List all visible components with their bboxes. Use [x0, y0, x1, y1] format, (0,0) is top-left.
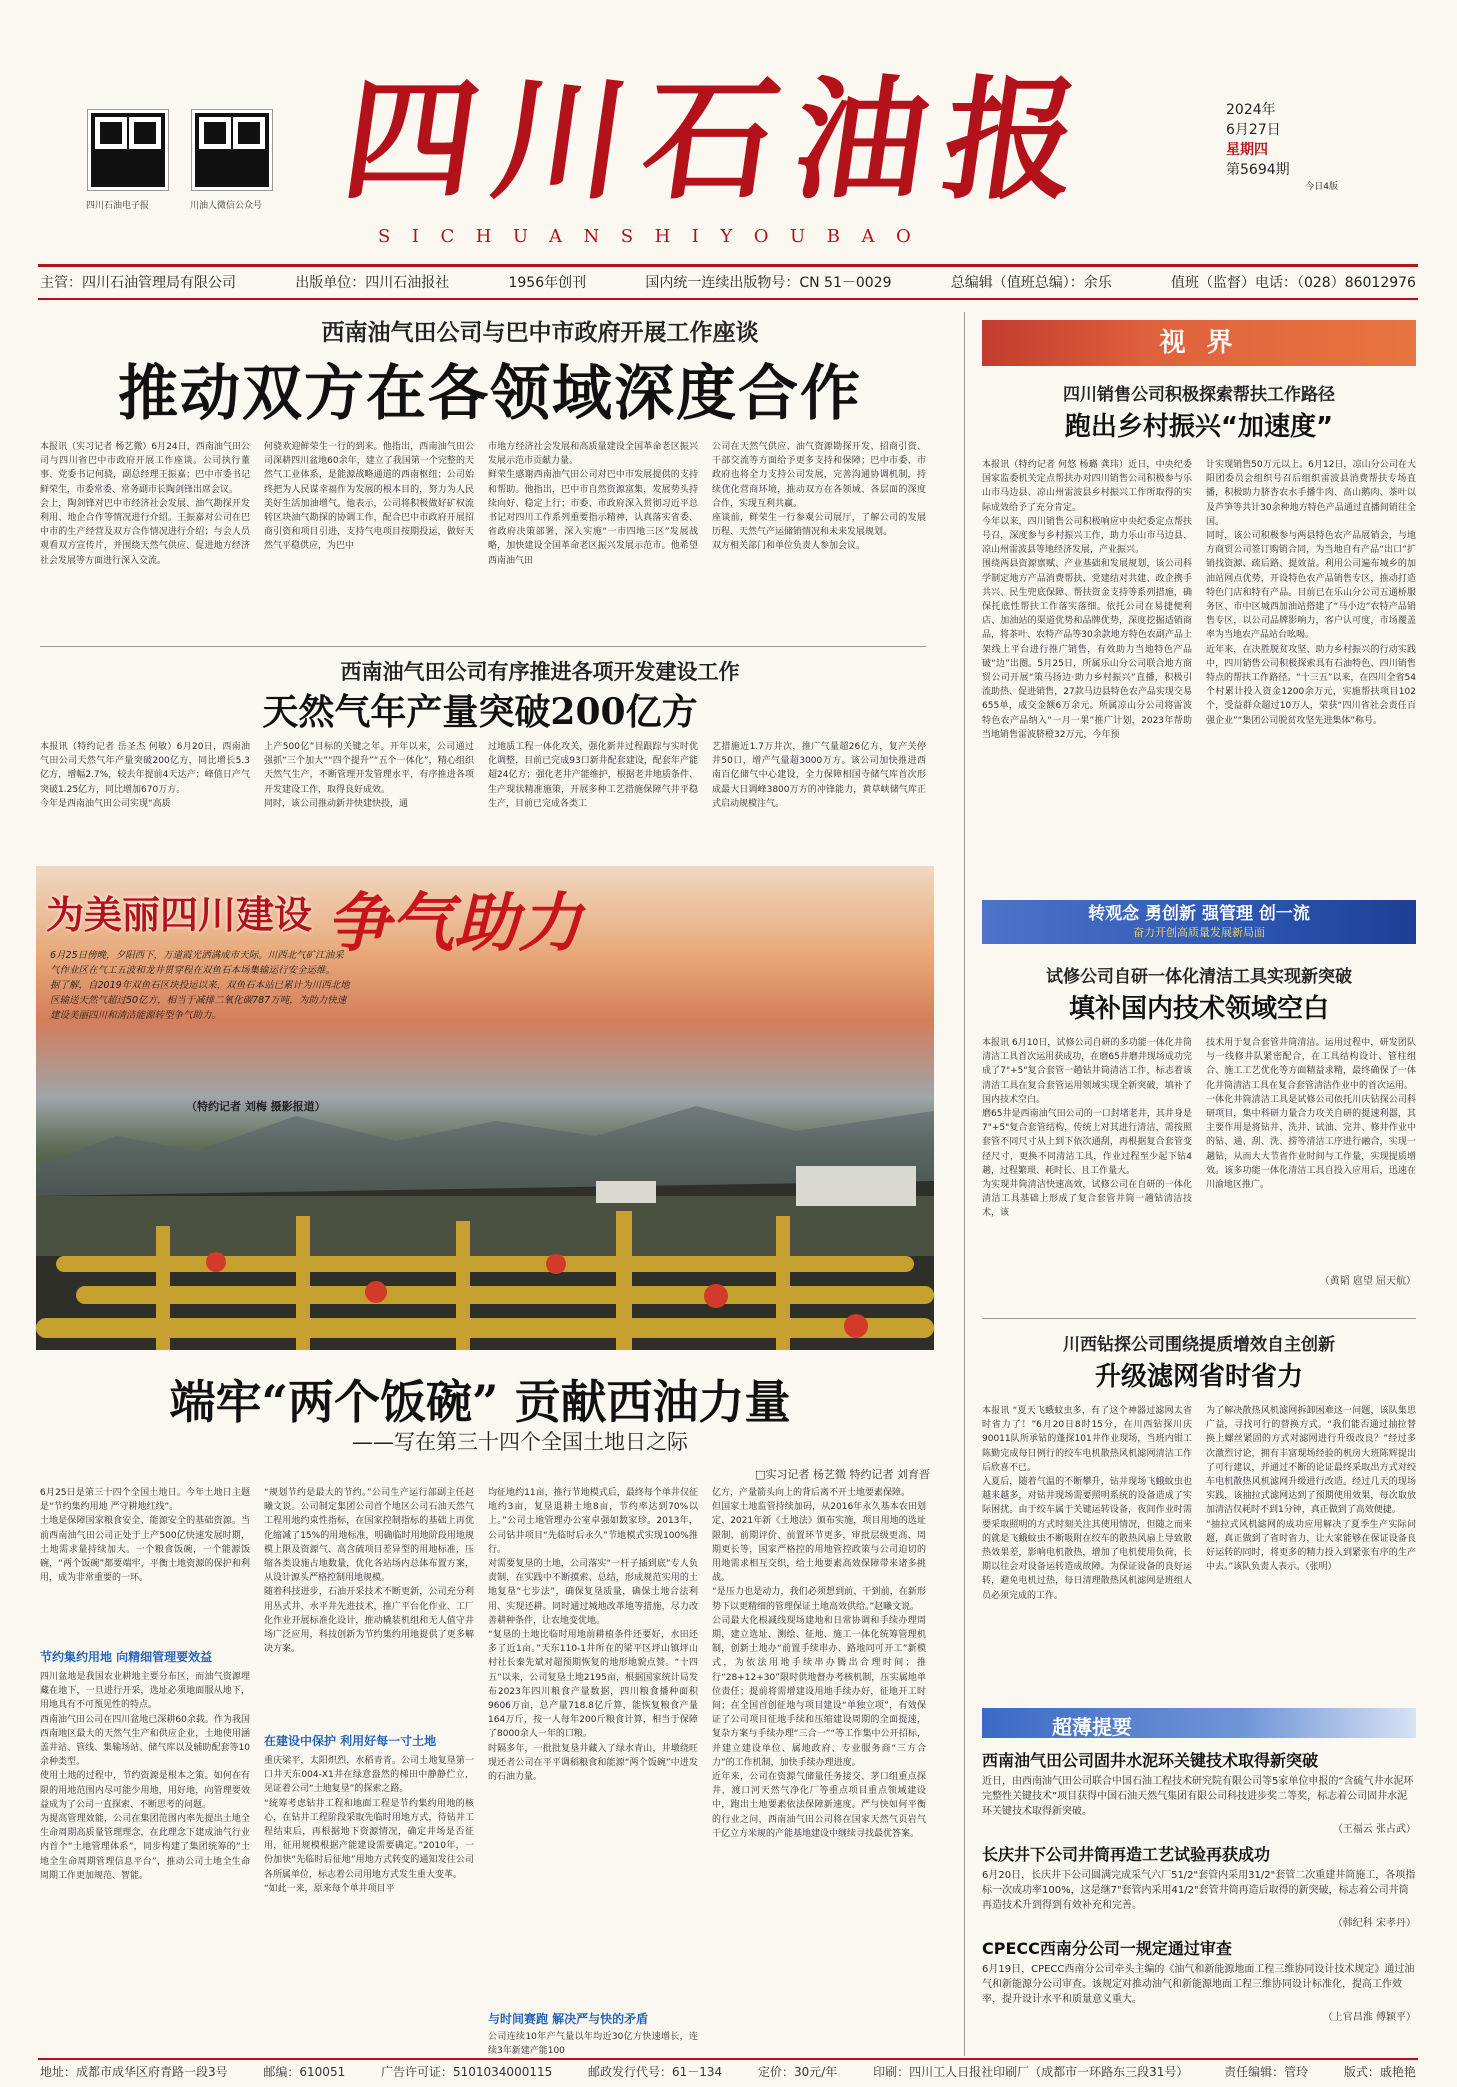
section-vision-label: 视 界	[1159, 328, 1239, 358]
photo-slogan-1: 为美丽四川建设	[46, 893, 313, 937]
footer-post-code: 邮政发行代号：61－134	[588, 2065, 723, 2079]
footer-ad-license: 广告许可证：5101034000115	[380, 2065, 553, 2079]
header-rule-bottom	[38, 298, 1418, 300]
tool-col-1: 本报讯 6月10日，试修公司自研的多功能一体化井筒清洁工具首次运用获成功，在磨65井磨井现场成功完成了7"+5"复合套管一趟钻井筒清洁工作，标志着该清洁工具在复合套管运用领域实现全新突破，填补了国内技术空白。 磨65井是西南油气田公司的一口封堵老井，其井身是7"+5"复合套管结构，传统上对其进行清洁，需按照套管不同尺寸从上到下依次通刮，再根据复合套管变径尺寸，更换不同清洁工具，作业过程至少起下钻4趟，过程繁琐、耗时长、且工作量大。 为实现井筒清洁快速高效，试修公司在自研的一体化清洁工具基础上形成了复合套管井筒一趟钻清洁技术，该	[982, 1038, 1192, 1219]
sales-col-2: 计实现销售50万元以上。6月12日，凉山分公司在大阳团委员会组织号召后组织雷波县消费帮扶专场直播，积极助力脐杏农水手播牛肉、高山鹅肉、茶叶以及芦笋等共计30余种地方特色产品通过直播间销往全国。 同时，该公司积极参与两县特色农产品展销会，与地方商贸公司签订购销合同，为当地自有产品“出口”扩销找资源、疏后路、提效益。利用公司遍布城乡的加油站网点优势，开设特色农产品销售专区，推动打造特色门店和特有产品。目前已在乐山分公司五通桥服务区、市中区城西加油站搭建了“马小边”农特产品销售专区，以公司品牌影响力，客户认可度，市场覆盖率为当地农产品站台吆喝。 近年来，在决胜脱贫攻坚、助力乡村振兴的行动实践中，四川销售公司积极探索具有石油特色、四川销售特点的帮扶工作路径。“十三五”以来，在四川全省54个村累计投入资金1200余万元，实施帮扶项目102个，受益群众超过10万人，荣获“四川省社会责任百强企业”“集团公司脱贫攻坚先进集体”称号。	[1206, 460, 1416, 726]
lead-col-4: 公司在天然气供应、油气资源勘探开发、招商引资、干部交流等方面给予更多支持和保障；巴中市委、市政府也将全力支持公司发展，完善沟通协调机制，持续优化营商环境，推动双方在各领域、各层面的深度合作，实现互利共赢。 座谈前，鲜荣生一行参观公司展厅，了解公司的发展历程、天然气产运储销情况和未来发展规划。 双方相关部门和单位负责人参加会议。	[712, 442, 926, 552]
tool-title: 填补国内技术领域空白	[1068, 994, 1329, 1024]
land-tag-1: 节约集约用地 向精细管理要效益	[40, 1650, 213, 1664]
qr-caption-wechat: 川油人微信公众号	[190, 201, 263, 211]
date-box	[1226, 100, 1338, 197]
brief-2-credit: （韩纪科 宋孝丹）	[1332, 1918, 1416, 1929]
footer-editor: 责任编辑：管玲	[1224, 2065, 1309, 2079]
issue-number: 第5694期	[1226, 162, 1290, 178]
info-cn: 国内统一连续出版物号：CN 51－0029	[645, 275, 892, 291]
footer-layout: 版式：戚艳艳	[1343, 2065, 1416, 2079]
filter-subtitle: 川西钻探公司围绕提质增效自主创新	[1063, 1335, 1335, 1355]
footer-address: 地址：成都市成华区府青路一段3号	[40, 2065, 228, 2079]
gas-subtitle: 西南油气田公司有序推进各项开发建设工作	[340, 660, 740, 684]
weekday: 星期四	[1226, 142, 1268, 158]
masthead-logo: 四川石油报	[334, 63, 1106, 218]
transform-banner	[982, 900, 1416, 944]
sales-title: 跑出乡村振兴“加速度”	[1064, 412, 1334, 442]
tool-subtitle: 试修公司自研一体化清洁工具实现新突破	[1046, 967, 1352, 987]
photo-slogan-2: 争气助力	[326, 886, 582, 961]
info-publisher: 出版单位：四川石油报社	[295, 275, 450, 291]
info-host: 主管：四川石油管理局有限公司	[40, 275, 236, 291]
sales-subtitle: 四川销售公司积极探索帮扶工作路径	[1063, 385, 1335, 405]
land-col-2: “规划节约是最大的节约。”公司生产运行部副主任赵曦文说。公司制定集团公司首个地区公司石油天然气工程用地约束性指标，在国家控制指标的基础上再优化缩减了15%的用地标准，明确临时用地阶段用地规模上限及资源气、高含硫项目差异型的用地标准，压缩各类设施占地数量，优化各站场内总体布置方案，从设计源头严格控制用地规模。 随着科技进步，石油开采技术不断更新，公司充分利用丛式井、水平井先进技术，推广平台化作业、工厂化作业开展标准化设计，推动橇装机组和无人值守井场广泛应用，科技创新为节约集约用地提供了更多解决方案。	[264, 1488, 474, 1655]
land-col-3: 均征地约11亩，推行节地模式后，最终每个单井仅征地约3亩，复垦退耕土地8亩，节约率达到70%以上。”公司土地管理办公室卓强如数家珍。2013年，公司钻井项目“先临时后永久”节地模式实现100%推行。 对需要复垦的土地，公司落实“一杆子插到底”专人负责制，在实践中不断摸索、总结，形成规范实用的土地复垦“七步法”，确保复垦质量，确保土地合法利用、实现还耕。同时通过城地改革地等措施，尽力改善耕种条件，让农地变优地。 “复垦的土地比临时用地前耕植条件还要好，水田还多了近1亩。”天东110-1井所在的梁平区坪山镇坪山村社长秦先斌对超预期恢复的地形地貌点赞。“十四五”以来，公司复垦土地2195亩，根据国家统计局发布2023年四川粮食产量数据，四川粮食播种面积9606万亩，总产量718.8亿斤算，能恢复粮食产量164万斤，按一人每年200斤粮食计算，相当于保障了8000余人一年的口粮。 时隔多年，一批批复垦井藏入了绿水青山，井墩绕旺现还者公司在平平调稻粮食和能源“两个饭碗”中进发的石油力量。	[488, 1488, 698, 1783]
qr-code-epaper[interactable]	[88, 110, 168, 190]
brief-3-credit: （上官昌淮 傅颖平）	[1322, 2012, 1416, 2023]
photo-caption: 6月25日傍晚，夕阳西下，万道霞光洒满成市天际。川西北气矿江油采气作业区在气工五波和龙井贯穿程在双鱼石本场集输运行安全运维。 据了解，自2019年双鱼石区块投运以来，双鱼石本站已累计为川西北地区输送天然气超过50亿方，相当于减排二氧化碳787万吨，为助力快速建设美丽四川和清洁能源转型争气助力。	[50, 950, 350, 1021]
gas-col-4: 艺措施近1.7万井次，推广气量超26亿方，复产关停井50口，增产气量超3000万方。该公司加快推进西南百亿储气中心建设，全力保障相国寺储气库首次形成最大日调峰3800万方的冲锋能力，黄草峡储气库正式启动规模注气。	[712, 742, 926, 809]
filter-col-2: 为了解决散热风机滤网拆卸困难这一问题，该队集思广益，寻找可行的替换方式。“我们能否通过抽拉替换上螺丝紧固的方式对滤网进行升级改良？”经过多次激烈讨论，拥有丰富现场经验的机房大班陈辉提出了可行建议，并通过不断的论证最终采取出方式对绞车电机散热风机滤网升级进行改造。经过几天的现场实践，该抽拉式滤网达到了预期使用效果，每次取放加清洁仅耗时不到1分钟，真正做到了高效便捷。 “抽拉式风机滤网的成功应用解决了夏季生产实际问题，真正做到了省时省力，让大家能够在保证设备良好运转的同时，将更多的精力投入到紧张有序的生产中去。”该队负责人表示。（张明）	[1206, 1406, 1416, 1573]
land-col-3b: 公司连续10年产气量以年均近30亿方快速增长，连续3年新建产能100	[488, 2032, 698, 2057]
footer-price: 定价：30元/年	[757, 2065, 838, 2079]
land-subtitle: ——写在第三十四个全国土地日之际	[352, 1430, 688, 1454]
lead-col-1: 本报讯（实习记者 杨艺微）6月24日，西南油气田公司与四川省巴中市政府开展工作座谈。公司执行董事、党委书记何骁，副总经理王振嘉；巴中市委书记鲜荣生，市委常委、常务副市长陶剑锋出席会议。 会上，陶剑锋对巴中市经济社会发展、油气勘探开发利用、地企合作等情况进行介绍。王振嘉对公司在巴中市的生产经营及双方合作情况进行介绍；与会人员观看双方宣传片，并围绕天然气供应、促进地方经济社会发展等方面进行深入交流。	[40, 442, 250, 566]
land-col-2b: 重庆梁平，太阳炽烈，水稻青青。公司土地复垦第一口井天东004-X1井在绿意盎然的梯田中静静伫立，见证着公司“土地复垦”的探索之路。 “统筹考虑钻井工程和地面工程是节约集约用地的核心，在钻井工程阶段采取先临时用地方式，待钻井工程结束后，再根据地下资源情况，确定井场是否征用，征用规模根据产能建设需要确定。”2010年，一份加快“先临时后征地”用地方式转变的通知发往公司各所属单位，标志着公司用地方式发生重大变革。 “如此一来，原来每个单井项目平	[264, 1756, 474, 1894]
lead-col-3: 市地方经济社会发展和高质量建设全国革命老区振兴发展示范市贡献力量。 鲜荣生感谢西南油气田公司对巴中市发展提供的支持和帮助。他指出，巴中市自然资源富集，发展势头持续向好、稳定上行；市委、市政府深入贯彻习近平总书记对四川工作系列重要指示精神，认真落实省委、省政府决策部署，深入实施“一市四地三区”发展战略，加快建设全国革命老区振兴发展示范市。他希望西南油气田	[488, 442, 698, 566]
qr-caption-epaper: 四川石油电子报	[86, 201, 150, 211]
gas-col-3: 过地质工程一体化攻关，强化新井过程跟踪与实时优化调整，目前已完成93口新井配套建设，配套年产能超24亿方；强化老井产能维护，根据老井地质条件、生产现状精准施策，开展多种工艺措施保障气井平稳生产，目前已完成各类工	[488, 742, 698, 809]
transform-sub: 奋力开创高质量发展新局面	[1133, 926, 1265, 939]
header-rule-top	[38, 264, 1418, 267]
gas-col-2: 上产500亿”目标的关键之年。开年以来，公司通过强抓“三个加大”“四个提升”“五个一体化”，精心组织天然气生产，不断管理开发管理水平，有序推进各项开发建设工作，取得良好成效。 同时，该公司推动新井快建快投，通	[264, 742, 474, 809]
tool-credit: （黄韬 扈望 屈天航）	[1319, 1276, 1416, 1287]
lead-title: 推动双方在各领域深度合作	[118, 359, 862, 429]
photo-credit: （特约记者 刘梅 摄影报道）	[186, 1100, 326, 1113]
divider-right	[964, 312, 965, 2056]
brief-1-body: 近日，由西南油气田公司联合中国石油工程技术研究院有限公司等5家单位申报的“含硫气井水泥环完整性关键技术”项目获得中国石油天然气集团有限公司科技进步奖二等奖，标志着公司固井水泥环关键技术取得新突破。	[982, 1776, 1414, 1817]
brief-banner	[982, 1708, 1416, 1738]
land-byline: □实习记者 杨艺微 特约记者 刘育晋	[755, 1468, 930, 1481]
transform-slogan: 转观念 勇创新 强管理 创一流	[1088, 904, 1310, 924]
photo-gas-station	[36, 866, 934, 1350]
masthead-pinyin: SICHUANSHIYOUBAO	[378, 226, 933, 247]
land-tag-3: 与时间赛跑 解决严与快的矛盾	[488, 2012, 649, 2026]
info-editor: 总编辑（值班总编）：余乐	[950, 275, 1112, 291]
lead-col-2: 何骁欢迎鲜荣生一行的到来。他指出，西南油气田公司深耕四川盆地60余年，建立了我国第一个完整的天然气工业体系，是能源战略通道的西南枢纽；公司始终把为人民谋幸福作为发展的根本目的，努力为人民美好生活加油增气。他表示，公司将积极做好矿权流转区块油气勘探的协调工作，配合巴中市政府开展招商引资和项目引进，支持气电项目按期投运，做好天然气平稳供应，为巴中	[264, 442, 474, 552]
divider	[982, 1318, 1416, 1319]
brief-2-body: 6月20日，长庆井下公司圆满完成采气六厂51/2"套管内采用31/2"套管二次重建井筒施工，各项指标一次成功率100%，这是继7"套管内采用41/2"套管井筒再造后取得的新突破，标志着公司井筒再造技术升到得到有效补充和完善。	[982, 1870, 1416, 1911]
brief-2-title: 长庆井下公司井筒再造工艺试验再获成功	[982, 1845, 1271, 1864]
land-col-4: 亿方，产量箭头向上的背后离不开土地要素保障。 但国家土地监管持续加码，从2016年永久基本农田划定、2021年新《土地法》颁布实施，项目用地的选址限制、前期评价、前置环节更多，审批层级更高、周期更长等，国家严格控的用地管控政策与公司迫切的用地需求相互交织，给土地要素高效保障带来诸多挑战。 “是压力也是动力，我们必须想到前、干到前，在新形势下以更精细的管理保证土地高效供给。”赵曦文说。 公司最大化根减线现场建地和日常协调和手续办理周期，建立选址、测绘、征地、施工一体化统筹管理机制，创新土地办“前置手续串办、路地同可开工”新模式，为依法用地手续串办腾出合理时间；推行“28+12+30”限时供地督办考核机制，压实属地单位责任；提前将需增建设用地手续办好，征地开工时间；在全国首创征地与项目建设“单独立项”，有效保证了公司项目征地手续和压缩建设周期的全面提速，复杂方案与手续办理“三合一”“等工作集中公开招标，并建立建设单位、属地政府、专业服务商“三方合力”的工作机制，加快手续办理进度。 近年来，公司在资源气储量任务接交、茅口组重点探井，渡口河天然气净化厂等重点项目重点领域建设中，跑出土地要素依法保障新速度。严与快如何平衡的行业之问，西南油气田公司将在国家天然气页岩气干亿立方米规的产能基地建设中继续寻找最优答案。	[712, 1488, 926, 1839]
date-day: 6月27日	[1226, 122, 1281, 138]
info-bar	[40, 272, 1416, 296]
footer-printer: 印刷：四川工人日报社印刷厂（成都市一环路东三段31号）	[873, 2065, 1189, 2079]
lead-subtitle: 西南油气田公司与巴中市政府开展工作座谈	[321, 320, 759, 346]
brief-3-title: CPECC西南分公司一规定通过审查	[982, 1939, 1232, 1958]
page-count: 今日4版	[1305, 182, 1338, 192]
qr-code-wechat[interactable]	[192, 110, 272, 190]
gas-title: 天然气年产量突破200亿方	[262, 691, 698, 733]
land-col-1: 6月25日是第三十四个全国土地日。今年土地日主题是“节约集约用地 严守耕地红线”。 土地是保障国家粮食安全、能源安全的基础资源。当前西南油气田公司正处于上产500亿快速发展时期，土地需求量持续加大。一个粮食饭碗，一个能源饭碗，“两个饭碗”都要端牢，平衡土地资源的保护和利用，成为非常重要的一环。	[40, 1488, 250, 1584]
gas-col-1: 本报讯（特约记者 岳圣杰 何敏）6月20日，西南油气田公司天然气年产量突破200亿方，同比增长5.3亿方，增幅2.7%，较去年提前4天达产；峰值日产气突破1.25亿方，同比增加670万方。 今年是西南油气田公司实现“高质	[40, 742, 250, 809]
footer	[40, 2063, 1416, 2080]
date-year: 2024年	[1226, 102, 1276, 118]
divider	[40, 646, 926, 647]
footer-rule	[38, 2058, 1418, 2060]
brief-banner-label: 超薄提要	[1052, 1715, 1132, 1739]
section-vision-banner	[982, 320, 1416, 366]
land-title: 端牢“两个饭碗” 贡献西油力量	[169, 1375, 791, 1429]
land-tag-2: 在建设中保护 利用好每一寸土地	[264, 1734, 437, 1748]
info-founded: 1956年创刊	[508, 275, 587, 291]
filter-col-1: 本报讯 “夏天飞蛾蚊虫多，有了这个神器过滤网太省时省力了！”6月20日8时15分，在川西钻探川庆90011队所承钻的蓬探101井作业现场，当班内钳工陈勤完成每日例行的绞车电机散热风机滤网清洁工作后欣喜不已。 入夏后，随着气温的不断攀升，钻井现场飞蛾蚊虫也越来越多，对钻井现场需要照明系统的设备造成了实际困扰。由于绞车属于关键运转设备，夜间作业时需要采取照明的方式时刻关注其使用情况，但随之而来的就是飞蛾蚊虫不断吸附在绞车的散热风扇上导致散热效果差，影响电机散热，增加了电机使用负荷，长期以往会对设备运转造成故障。为保证设备的良好运转，避免电机过热，每日清理散热风机滤网是班组人员必须完成的工作。	[982, 1406, 1192, 1601]
filter-title: 升级滤网省时省力	[1094, 1362, 1303, 1392]
brief-1-title: 西南油气田公司固井水泥环关键技术取得新突破	[982, 1751, 1319, 1770]
info-phone: 值班（监督）电话：（028）86012976	[1170, 275, 1416, 291]
tool-col-2: 技术用于复合套管井筒清洁。运用过程中，研发团队与一线修井队紧密配合，在工具结构设计、管柱组合、施工工艺优化等方面精益求精，最终确保了一体化井筒清洁工具在复合套管清洁作业中的首次运用。 一体化井筒清洁工具是试修公司依托川庆钻探公司科研项目，集中科研力量合力攻关自研的提速利器，其主要作用是将钻井、洗井、试油、完井、修井作业中的钻、通、刮、洗、捞等清洁工序进行融合，实现一趟钻，从而大大节省作业时间与工作量，实现提质增效。该多功能一体化清洁工具自投入应用后，迅速在川渝地区推广。	[1206, 1038, 1416, 1191]
brief-3-body: 6月19日，CPECC西南分公司牵头主编的《油气和新能源地面工程三维协同设计技术规定》通过油气和新能源分公司审查。该规定对推动油气和新能源地面工程三维协同设计标准化，提高工作效率，提升设计水平和质量意义重大。	[982, 1964, 1415, 2005]
sales-col-1: 本报讯（特约记者 何悠 杨璐 龚玮）近日，中央纪委国家监委机关定点帮扶办对四川销售公司积极参与乐山市马边县、凉山州雷波县乡村振兴工作所取得的实际成效给予了充分肯定。 今年以来，四川销售公司积极响应中央纪委定点帮扶号召，深度参与乡村振兴工作，助力乐山市马边县、凉山州雷波县等地经济发展，产业振兴。 围绕两县资源禀赋、产业基础和发展规划，该公司科学制定地方产品消费帮扶、党建结对共建、政企携手共兴、民生兜底保障、帮扶资金支持等系列措施，确保托底性帮扶工作落实落细。依托公司在易捷便利店、加油站的渠道优势和品牌优势，深度挖掘适销商品，将茶叶、农特产品等30余款地方特色农副产品上架线上平台进行推广销售，有效助力当地特色产品破“边”出圈。5月25日，所属乐山分公司联合地方商贸公司开展“策马扬边·助力乡村振兴”直播，积极引流助热、促进销售，27款马边县特色农产品实现交易655单，成交金额6万余元。所属凉山分公司将雷波特色农产品纳入“一月一果”推广计划，2023年帮助当地销售雷波脐橙32万元，今年预	[982, 460, 1192, 740]
land-col-1b: 四川盆地是我国农业耕地主要分布区，而油气资源埋藏在地下，一旦进行开采，选址必须地面服从地下，用地具有不可预见性的特点。 西南油气田公司在四川盆地已深耕60余载。作为我国西南地区最大的天然气生产和供应企业，土地使用涵盖井站、管线、集输场站、储气库以及辅助配套等10余种类型。 使用土地的过程中，节约资源是根本之策。如何在有限的用地范围内尽可能少用地，用好地，向管理要效益成为了公司一直探索、不断思考的问题。 为提高管理效能，公司在集团范围内率先提出土地全生命周期高质量管理理念，在此理念下建成油气行业内首个“土地管理体系”，同步构建了集团统筹的“土地全生命周期管理信息平台”，推动公司土地全生命周期工作更加规范、智能。	[40, 1672, 250, 1881]
brief-1-credit: （王福云 张占武）	[1332, 1824, 1416, 1835]
footer-zip: 邮编：610051	[263, 2065, 346, 2079]
